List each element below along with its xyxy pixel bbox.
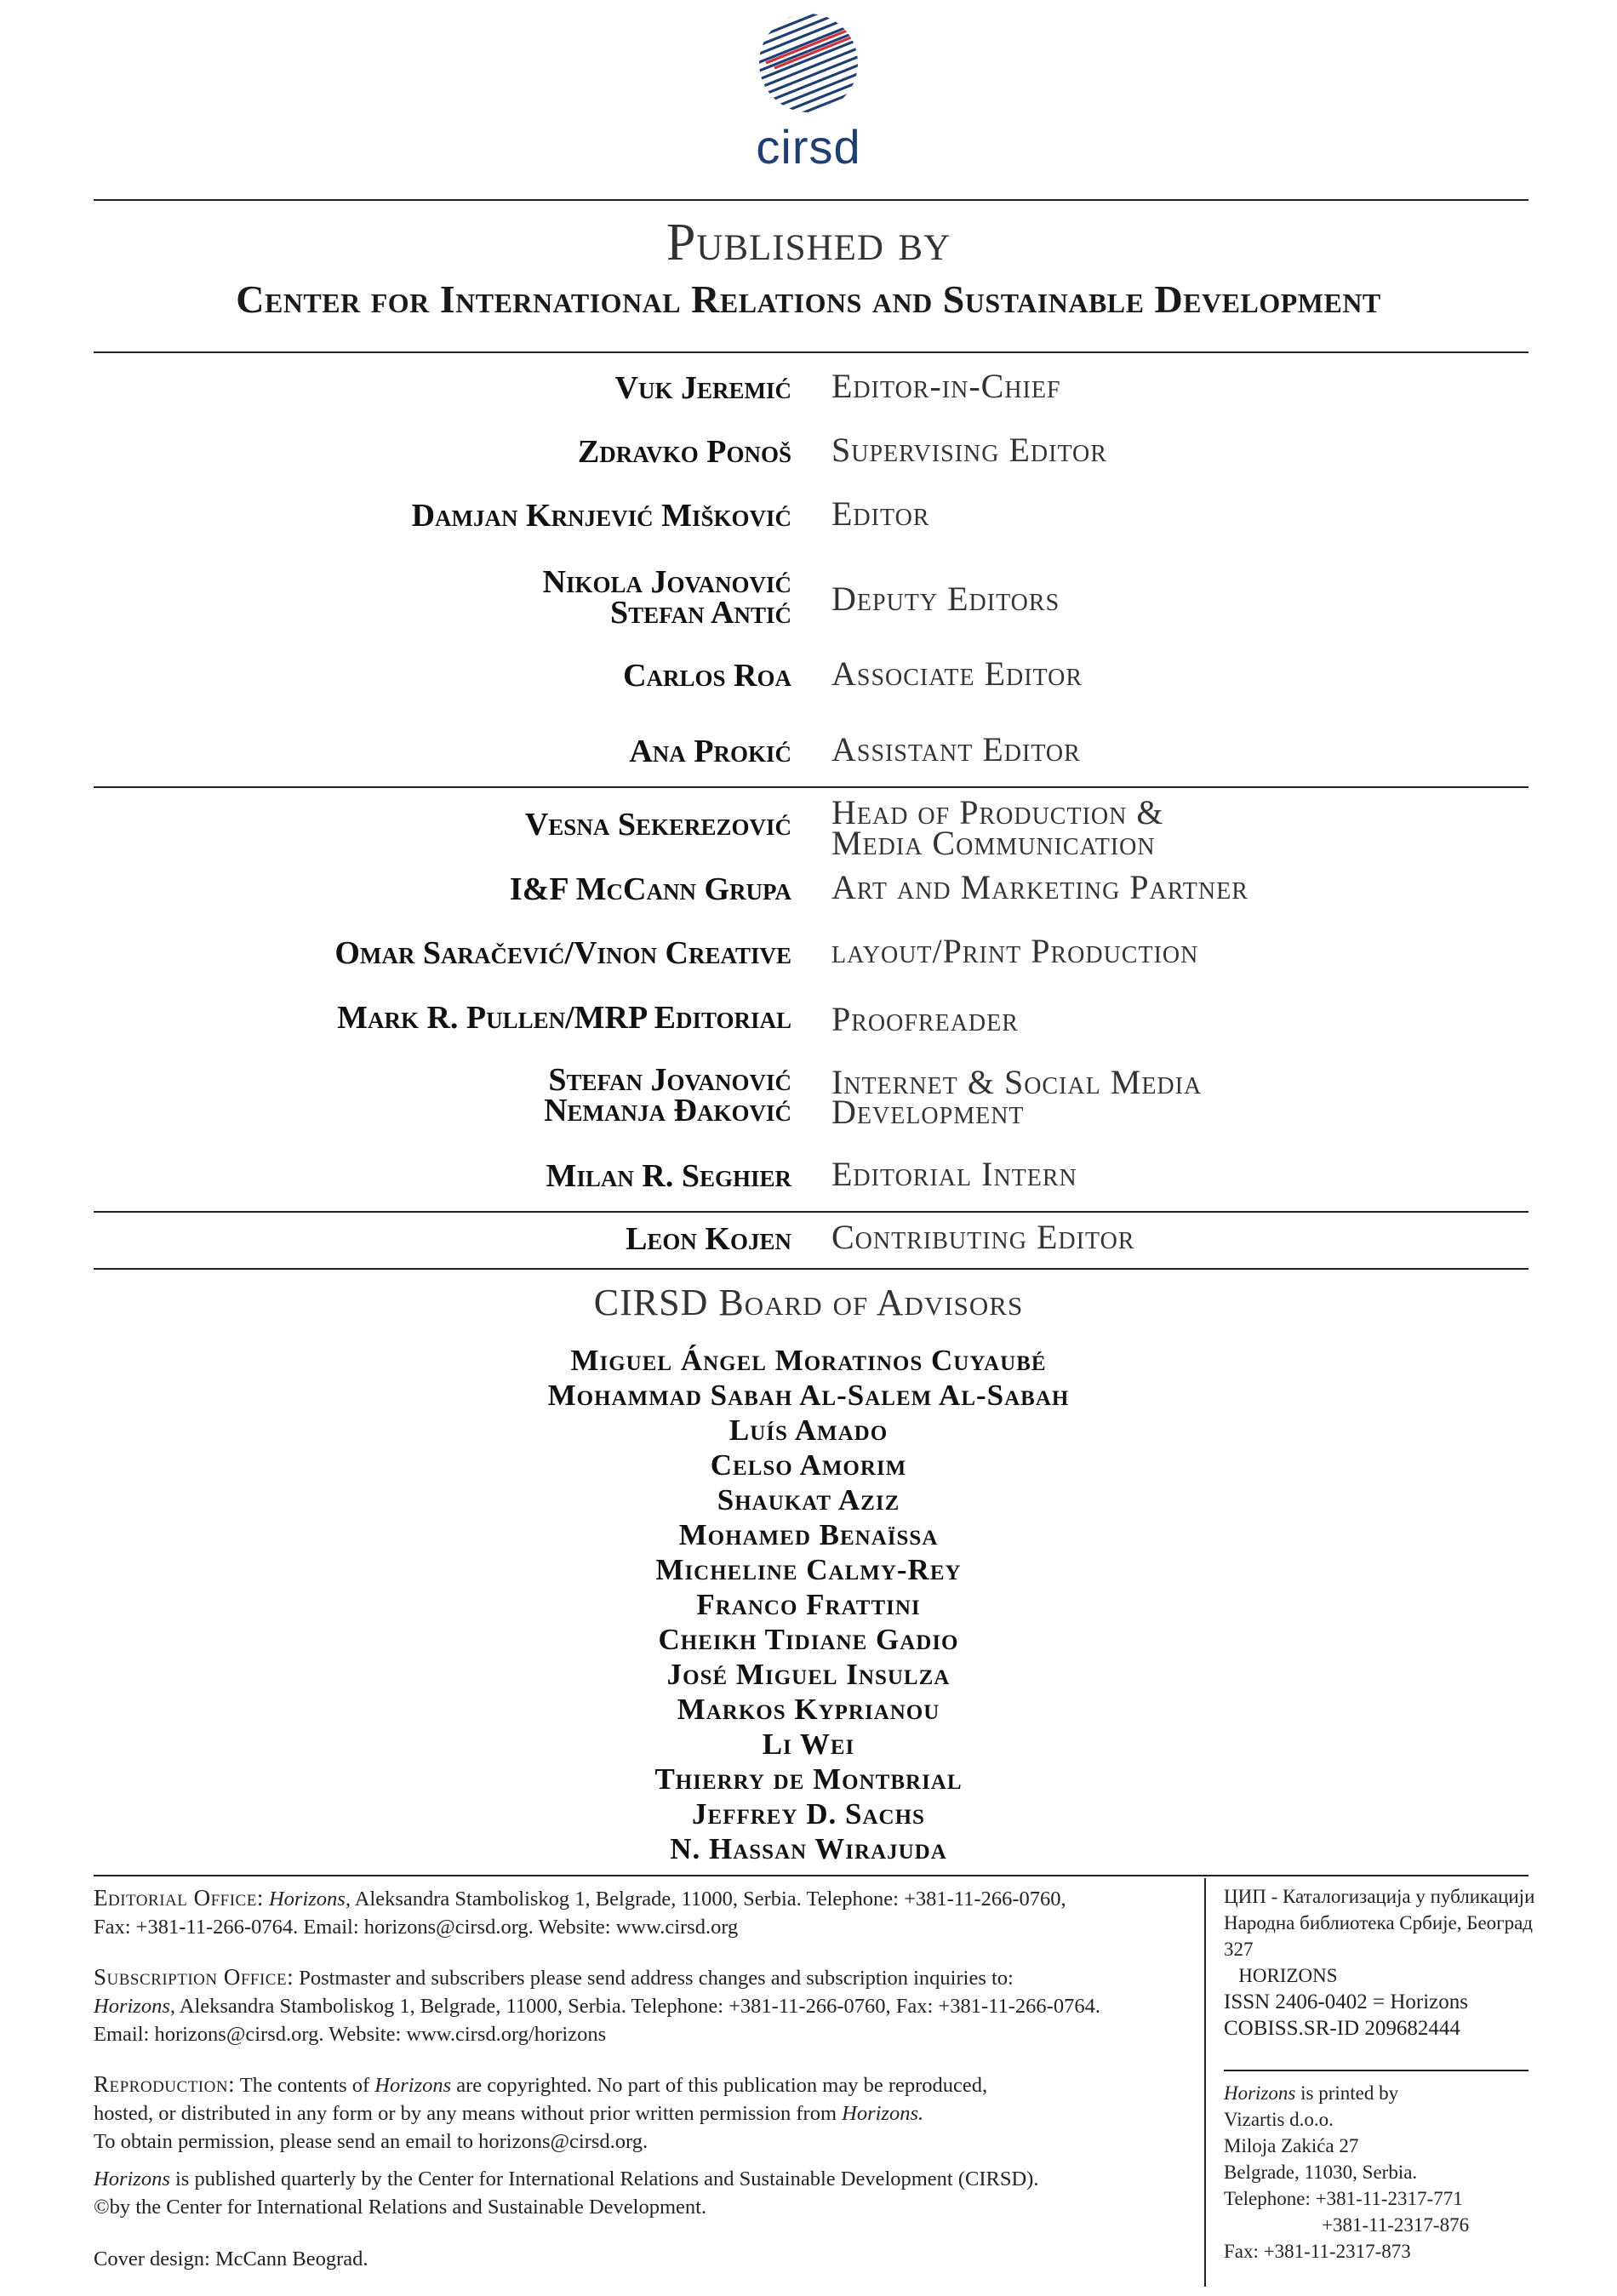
staff-name: Damjan Krnjević Mišković xyxy=(411,498,791,534)
publication-notice xyxy=(94,2165,1200,2221)
horizons-title: Horizons xyxy=(94,2167,170,2190)
advisor-name: Thierry de Montbrial xyxy=(654,1762,963,1796)
advisor-name: Jeffrey D. Sachs xyxy=(692,1797,925,1831)
editorial-text: Fax: +381-11-266-0764. Email: horizons@cirsd.org. Website: www.cirsd.org xyxy=(94,1916,739,1939)
staff-name: Mark R. Pullen/MRP Editorial xyxy=(337,1000,791,1036)
published-by-heading: Published by xyxy=(666,214,951,271)
divider xyxy=(1224,2070,1528,2071)
advisor-name: Mohammad Sabah Al-Salem Al-Sabah xyxy=(547,1379,1070,1412)
staff-role: Media Communication xyxy=(831,824,1156,862)
subscription-label: Subscription Office: xyxy=(94,1964,294,1990)
cataloging-record xyxy=(1224,1883,1535,2042)
horizons-title: Horizons. xyxy=(842,2102,924,2125)
printer-line: Fax: +381-11-2317-873 xyxy=(1224,2241,1411,2262)
subscription-text: Email: horizons@cirsd.org. Website: www.cirsd.org/horizons xyxy=(94,2023,607,2046)
staff-name: I&F McCann Grupa xyxy=(509,871,791,907)
cirsd-logo xyxy=(740,10,877,172)
cover-credit: Cover design: McCann Beograd. xyxy=(94,2247,369,2270)
advisor-name: Li Wei xyxy=(762,1728,855,1761)
printer-line: Miloja Zakića 27 xyxy=(1224,2135,1359,2156)
staff-role: Art and Marketing Partner xyxy=(831,868,1248,906)
catalog-line: ISSN 2406-0402 = Horizons xyxy=(1224,1990,1469,2013)
advisor-name: Miguel Ángel Moratinos Cuyaubé xyxy=(570,1344,1047,1377)
reproduction-label: Reproduction: xyxy=(94,2071,236,2097)
board-heading: CIRSD Board of Advisors xyxy=(593,1282,1024,1323)
divider xyxy=(94,199,1528,201)
printer-line: Telephone: +381-11-2317-771 xyxy=(1224,2188,1463,2209)
staff-name: Vesna Sekerezović xyxy=(524,807,791,842)
staff-name: Milan R. Seghier xyxy=(546,1158,791,1194)
editorial-text: Aleksandra Stamboliskog 1, Belgrade, 11000, Serbia. Telephone: +381-11-266-0760, xyxy=(350,1888,1066,1910)
advisor-name: José Miguel Insulza xyxy=(666,1658,951,1691)
divider xyxy=(94,786,1528,788)
divider xyxy=(94,351,1528,353)
reproduction-text: hosted, or distributed in any form or by any means without prior written permission from xyxy=(94,2102,843,2125)
staff-role: Editor-in-Chief xyxy=(831,367,1061,405)
staff-name: Carlos Roa xyxy=(623,658,791,694)
catalog-line: 327 xyxy=(1224,1939,1254,1960)
staff-role: Proofreader xyxy=(831,1000,1019,1038)
advisor-name: Celso Amorim xyxy=(710,1448,907,1482)
reproduction-notice xyxy=(94,2070,1200,2156)
reproduction-text: The contents of xyxy=(235,2074,375,2097)
advisor-name: Micheline Calmy-Rey xyxy=(655,1553,962,1586)
advisor-name: Franco Frattini xyxy=(696,1588,921,1621)
staff-role: Internet & Social Media xyxy=(831,1063,1203,1101)
advisor-name: Mohamed Benaïssa xyxy=(678,1518,939,1551)
printer-line: +381-11-2317-876 xyxy=(1224,2214,1470,2236)
staff-role: Head of Production & xyxy=(831,793,1164,831)
horizons-title: Horizons, xyxy=(268,1888,351,1910)
catalog-line: Народна библиотека Србије, Београд xyxy=(1224,1912,1534,1933)
staff-name: Nikola Jovanović xyxy=(542,564,791,600)
horizons-title: Horizons xyxy=(374,2074,452,2097)
publisher-name: Center for International Relations and Sustainable Development xyxy=(236,277,1381,321)
catalog-line: ЦИП - Каталогизација у публикацији xyxy=(1224,1886,1535,1907)
logo-wordmark: cirsd xyxy=(756,120,861,174)
reproduction-text: are copyrighted. No part of this publication may be reproduced, xyxy=(451,2074,988,2097)
horizons-title: Horizons xyxy=(94,1995,170,2018)
printer-line: Belgrade, 11030, Serbia. xyxy=(1224,2162,1418,2183)
staff-role: Supervising Editor xyxy=(831,431,1107,469)
subscription-text: Postmaster and subscribers please send address changes and subscription inquiries to: xyxy=(294,1967,1014,1990)
staff-name: Leon Kojen xyxy=(626,1221,791,1257)
printer-text: is printed by xyxy=(1295,2082,1399,2104)
staff-role: Editor xyxy=(831,494,930,533)
staff-name: Vuk Jeremić xyxy=(614,370,791,406)
printer-line: Vizartis d.o.o. xyxy=(1224,2109,1334,2130)
staff-role: Assistant Editor xyxy=(831,730,1081,768)
divider xyxy=(94,1875,1528,1876)
publication-text: is published quarterly by the Center for International Relations and Sustainable Development (CIRSD). xyxy=(169,2167,1039,2190)
divider xyxy=(94,1211,1528,1213)
catalog-line: COBISS.SR-ID 209682444 xyxy=(1224,2017,1460,2040)
copyright-text: ©by the Center for International Relations and Sustainable Development. xyxy=(94,2196,707,2219)
subscription-text: , Aleksandra Stamboliskog 1, Belgrade, 11000, Serbia. Telephone: +381-11-266-0760, Fax: +381-11-266-0764. xyxy=(169,1995,1100,2018)
staff-role: Associate Editor xyxy=(831,654,1083,693)
staff-role: Development xyxy=(831,1093,1025,1131)
reproduction-text: To obtain permission, please send an email to horizons@cirsd.org. xyxy=(94,2130,649,2153)
column-divider xyxy=(1204,1878,1206,2287)
staff-role: Editorial Intern xyxy=(831,1155,1077,1193)
advisor-name: Shaukat Aziz xyxy=(717,1483,900,1516)
staff-name: Stefan Antić xyxy=(610,595,791,631)
staff-name: Nemanja Đaković xyxy=(544,1093,791,1128)
printer-info xyxy=(1224,2080,1530,2265)
staff-name: Ana Prokić xyxy=(629,734,791,769)
catalog-line: HORIZONS xyxy=(1224,1965,1338,1986)
staff-role: layout/Print Production xyxy=(831,932,1199,970)
editorial-label: Editorial Office: xyxy=(94,1885,264,1910)
advisor-name: Markos Kyprianou xyxy=(677,1693,940,1726)
subscription-office xyxy=(94,1963,1200,2048)
horizons-title: Horizons xyxy=(1224,2082,1296,2104)
staff-name: Stefan Jovanović xyxy=(548,1062,791,1098)
advisor-name: Cheikh Tidiane Gadio xyxy=(658,1623,959,1656)
advisor-name: N. Hassan Wirajuda xyxy=(670,1832,947,1865)
divider xyxy=(94,1268,1528,1270)
advisors-list xyxy=(0,1343,1617,1866)
globe-stripes-icon xyxy=(740,10,877,121)
staff-name: Zdravko Ponoš xyxy=(577,434,791,470)
staff-name: Omar Saračević/Vinon Creative xyxy=(334,935,791,971)
advisor-name: Luís Amado xyxy=(729,1414,888,1447)
staff-role: Contributing Editor xyxy=(831,1218,1135,1256)
staff-role: Deputy Editors xyxy=(831,580,1060,618)
editorial-office xyxy=(94,1884,1200,1941)
